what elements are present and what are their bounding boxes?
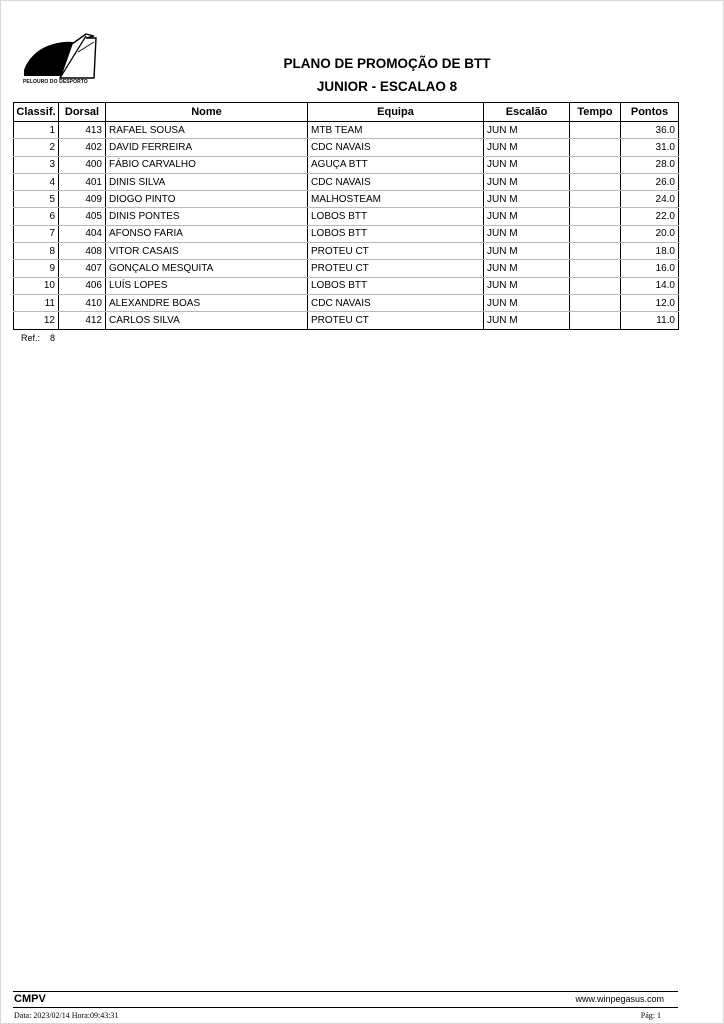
table-row [14, 225, 679, 242]
cell-equipa: CDC NAVAIS [308, 173, 484, 190]
cell-dorsal: 400 [59, 156, 106, 173]
cell-pontos: 26.0 [621, 173, 679, 190]
cell-pontos: 11.0 [621, 312, 679, 329]
cell-tempo [570, 294, 621, 311]
cell-nome: AFONSO FARIA [106, 225, 308, 242]
cell-pontos: 18.0 [621, 243, 679, 260]
column-header-tempo: Tempo [570, 103, 621, 122]
cell-nome: DAVID FERREIRA [106, 139, 308, 156]
cell-tempo [570, 156, 621, 173]
column-header-pontos: Pontos [621, 103, 679, 122]
cell-classif: 4 [14, 173, 59, 190]
cell-classif: 1 [14, 122, 59, 139]
cell-tempo [570, 173, 621, 190]
cell-escalao: JUN M [484, 225, 570, 242]
cell-pontos: 36.0 [621, 122, 679, 139]
cell-equipa: AGUÇA BTT [308, 156, 484, 173]
footer-divider-top [13, 991, 678, 992]
cell-pontos: 31.0 [621, 139, 679, 156]
table-row [14, 173, 679, 190]
cell-dorsal: 410 [59, 294, 106, 311]
cell-tempo [570, 225, 621, 242]
cell-pontos: 14.0 [621, 277, 679, 294]
footer-datetime: Data: 2023/02/14 Hora:09:43:31 [14, 1011, 119, 1020]
cell-equipa: LOBOS BTT [308, 208, 484, 225]
cell-dorsal: 401 [59, 173, 106, 190]
cell-escalao: JUN M [484, 260, 570, 277]
cell-escalao: JUN M [484, 312, 570, 329]
cell-classif: 11 [14, 294, 59, 311]
cell-classif: 7 [14, 225, 59, 242]
cell-dorsal: 406 [59, 277, 106, 294]
cell-escalao: JUN M [484, 243, 570, 260]
cell-nome: DINIS SILVA [106, 173, 308, 190]
cell-classif: 10 [14, 277, 59, 294]
footer-website: www.winpegasus.com [575, 994, 664, 1004]
cell-escalao: JUN M [484, 139, 570, 156]
cell-nome: GONÇALO MESQUITA [106, 260, 308, 277]
footer-divider-bottom [13, 1007, 678, 1008]
column-header-nome: Nome [106, 103, 308, 122]
cell-tempo [570, 277, 621, 294]
cell-tempo [570, 122, 621, 139]
reference-label: Ref.: [21, 333, 41, 343]
cell-escalao: JUN M [484, 277, 570, 294]
footer-page-number: Pág: 1 [640, 1011, 661, 1020]
cell-tempo [570, 243, 621, 260]
cell-pontos: 16.0 [621, 260, 679, 277]
pelouro-logo-icon [22, 28, 98, 86]
column-header-escalao: Escalão [484, 103, 570, 122]
column-header-equipa: Equipa [308, 103, 484, 122]
cell-nome: RAFAEL SOUSA [106, 122, 308, 139]
cell-nome: LUÍS LOPES [106, 277, 308, 294]
cell-classif: 12 [14, 312, 59, 329]
cell-classif: 6 [14, 208, 59, 225]
table-row [14, 191, 679, 208]
cell-nome: CARLOS SILVA [106, 312, 308, 329]
cell-tempo [570, 208, 621, 225]
cell-pontos: 22.0 [621, 208, 679, 225]
cell-nome: DINIS PONTES [106, 208, 308, 225]
cell-pontos: 28.0 [621, 156, 679, 173]
table-row [14, 312, 679, 329]
reference [21, 333, 55, 343]
cell-nome: FÁBIO CARVALHO [106, 156, 308, 173]
report-subtitle: JUNIOR - ESCALAO 8 [316, 79, 458, 94]
cell-nome: DIOGO PINTO [106, 191, 308, 208]
table-row [14, 139, 679, 156]
cell-escalao: JUN M [484, 173, 570, 190]
table-row [14, 122, 679, 139]
cell-tempo [570, 260, 621, 277]
cell-escalao: JUN M [484, 191, 570, 208]
cell-equipa: MTB TEAM [308, 122, 484, 139]
cell-equipa: CDC NAVAIS [308, 139, 484, 156]
table-header-row [14, 103, 679, 122]
cell-nome: ALEXANDRE BOAS [106, 294, 308, 311]
table-row [14, 243, 679, 260]
cell-escalao: JUN M [484, 156, 570, 173]
report-title: PLANO DE PROMOÇÃO DE BTT [283, 56, 491, 71]
cell-dorsal: 407 [59, 260, 106, 277]
footer-organization: CMPV [14, 993, 46, 1005]
cell-classif: 5 [14, 191, 59, 208]
table-row [14, 277, 679, 294]
cell-pontos: 24.0 [621, 191, 679, 208]
cell-tempo [570, 312, 621, 329]
cell-escalao: JUN M [484, 294, 570, 311]
table-row [14, 294, 679, 311]
cell-classif: 2 [14, 139, 59, 156]
cell-classif: 9 [14, 260, 59, 277]
cell-dorsal: 413 [59, 122, 106, 139]
cell-tempo [570, 139, 621, 156]
cell-escalao: JUN M [484, 208, 570, 225]
cell-tempo [570, 191, 621, 208]
cell-dorsal: 408 [59, 243, 106, 260]
cell-equipa: PROTEU CT [308, 312, 484, 329]
cell-classif: 8 [14, 243, 59, 260]
table-row [14, 260, 679, 277]
cell-equipa: LOBOS BTT [308, 225, 484, 242]
cell-pontos: 12.0 [621, 294, 679, 311]
cell-dorsal: 412 [59, 312, 106, 329]
column-header-dorsal: Dorsal [59, 103, 106, 122]
cell-classif: 3 [14, 156, 59, 173]
logo-text: PELOURO DO DESPORTO [23, 79, 88, 85]
cell-escalao: JUN M [484, 122, 570, 139]
cell-equipa: CDC NAVAIS [308, 294, 484, 311]
cell-equipa: MALHOSTEAM [308, 191, 484, 208]
results-table [13, 102, 679, 330]
table-body [14, 122, 679, 330]
cell-dorsal: 409 [59, 191, 106, 208]
cell-pontos: 20.0 [621, 225, 679, 242]
cell-dorsal: 404 [59, 225, 106, 242]
reference-value: 8 [50, 333, 56, 343]
cell-dorsal: 405 [59, 208, 106, 225]
cell-equipa: LOBOS BTT [308, 277, 484, 294]
cell-dorsal: 402 [59, 139, 106, 156]
table-row [14, 156, 679, 173]
cell-equipa: PROTEU CT [308, 243, 484, 260]
table-row [14, 208, 679, 225]
cell-nome: VITOR CASAIS [106, 243, 308, 260]
cell-equipa: PROTEU CT [308, 260, 484, 277]
column-header-classif: Classif. [14, 103, 59, 122]
